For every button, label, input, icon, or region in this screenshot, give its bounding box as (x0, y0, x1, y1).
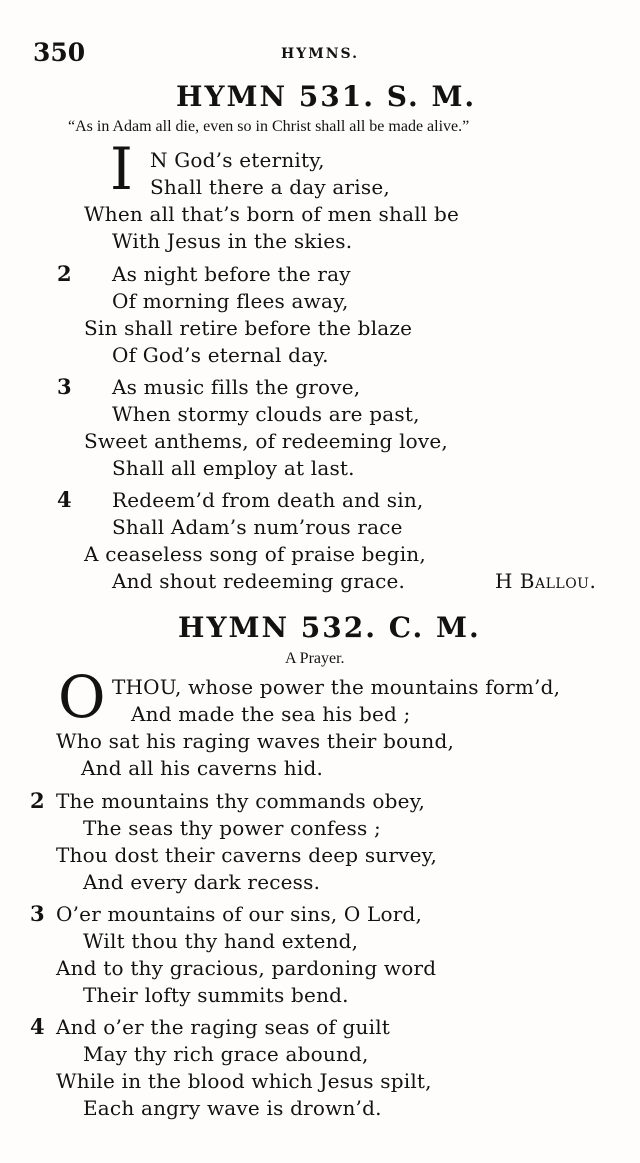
verse-line: Each angry wave is drown’d. (83, 1096, 382, 1120)
verse-line: Redeem’d from death and sin, (112, 488, 424, 512)
verse-line: Their lofty summits bend. (83, 983, 349, 1007)
verse-line: The seas thy power confess ; (83, 816, 381, 840)
verse-line: Shall all employ at last. (112, 456, 355, 480)
verse-line: And made the sea his bed ; (131, 702, 411, 726)
verse-line: As music fills the grove, (112, 375, 361, 399)
verse-line: A ceaseless song of praise begin, (84, 542, 426, 566)
verse-line: Wilt thou thy hand extend, (83, 929, 359, 953)
verse-number: 2 (30, 788, 45, 813)
verse-line: Shall Adam’s num’rous race (112, 515, 403, 539)
verse-line: Thou dost their caverns deep survey, (56, 843, 438, 867)
drop-cap: O (58, 663, 106, 731)
verse-line: And all his caverns hid. (81, 756, 324, 780)
verse-number: 4 (30, 1014, 45, 1039)
verse-line: May thy rich grace abound, (83, 1042, 369, 1066)
verse-line: Who sat his raging waves their bound, (56, 729, 455, 753)
verse-line: With Jesus in the skies. (112, 229, 353, 253)
drop-cap: I (110, 135, 133, 203)
verse-line: And shout redeeming grace. (112, 569, 406, 593)
running-head: HYMNS. (280, 46, 359, 62)
verse-line: Sin shall retire before the blaze (84, 316, 413, 340)
verse-line: N God’s eternity, (150, 148, 325, 172)
verse-line: When all that’s born of men shall be (84, 202, 459, 226)
verse-number: 3 (30, 901, 45, 926)
page-number: 350 (33, 38, 86, 67)
verse-line: When stormy clouds are past, (112, 402, 420, 426)
verse-number: 4 (57, 487, 72, 512)
hymn-532-title: HYMN 532. C. M. (178, 611, 481, 644)
verse-line: Sweet anthems, of redeeming love, (84, 429, 448, 453)
verse-line: While in the blood which Jesus spilt, (56, 1069, 432, 1093)
verse-line: And to thy gracious, pardoning word (56, 956, 437, 980)
verse-line: And o’er the raging seas of guilt (56, 1015, 391, 1039)
verse-line: O’er mountains of our sins, O Lord, (56, 902, 423, 926)
hymn-531-title: HYMN 531. S. M. (176, 80, 477, 113)
verse-line: And every dark recess. (83, 870, 321, 894)
verse-line: Shall there a day arise, (150, 175, 390, 199)
attribution: H Ballou. (495, 569, 597, 593)
verse-number: 2 (57, 261, 72, 286)
verse-line: Of morning flees away, (112, 289, 349, 313)
hymn-532-epigraph: A Prayer. (285, 650, 345, 667)
verse-line: Of God’s eternal day. (112, 343, 329, 367)
verse-line: As night before the ray (112, 262, 351, 286)
hymn-531-epigraph: “As in Adam all die, even so in Christ shall all be made alive.” (68, 118, 470, 135)
verse-number: 3 (57, 374, 72, 399)
verse-line: The mountains thy commands obey, (56, 789, 426, 813)
verse-line: THOU, whose power the mountains form’d, (112, 675, 561, 699)
